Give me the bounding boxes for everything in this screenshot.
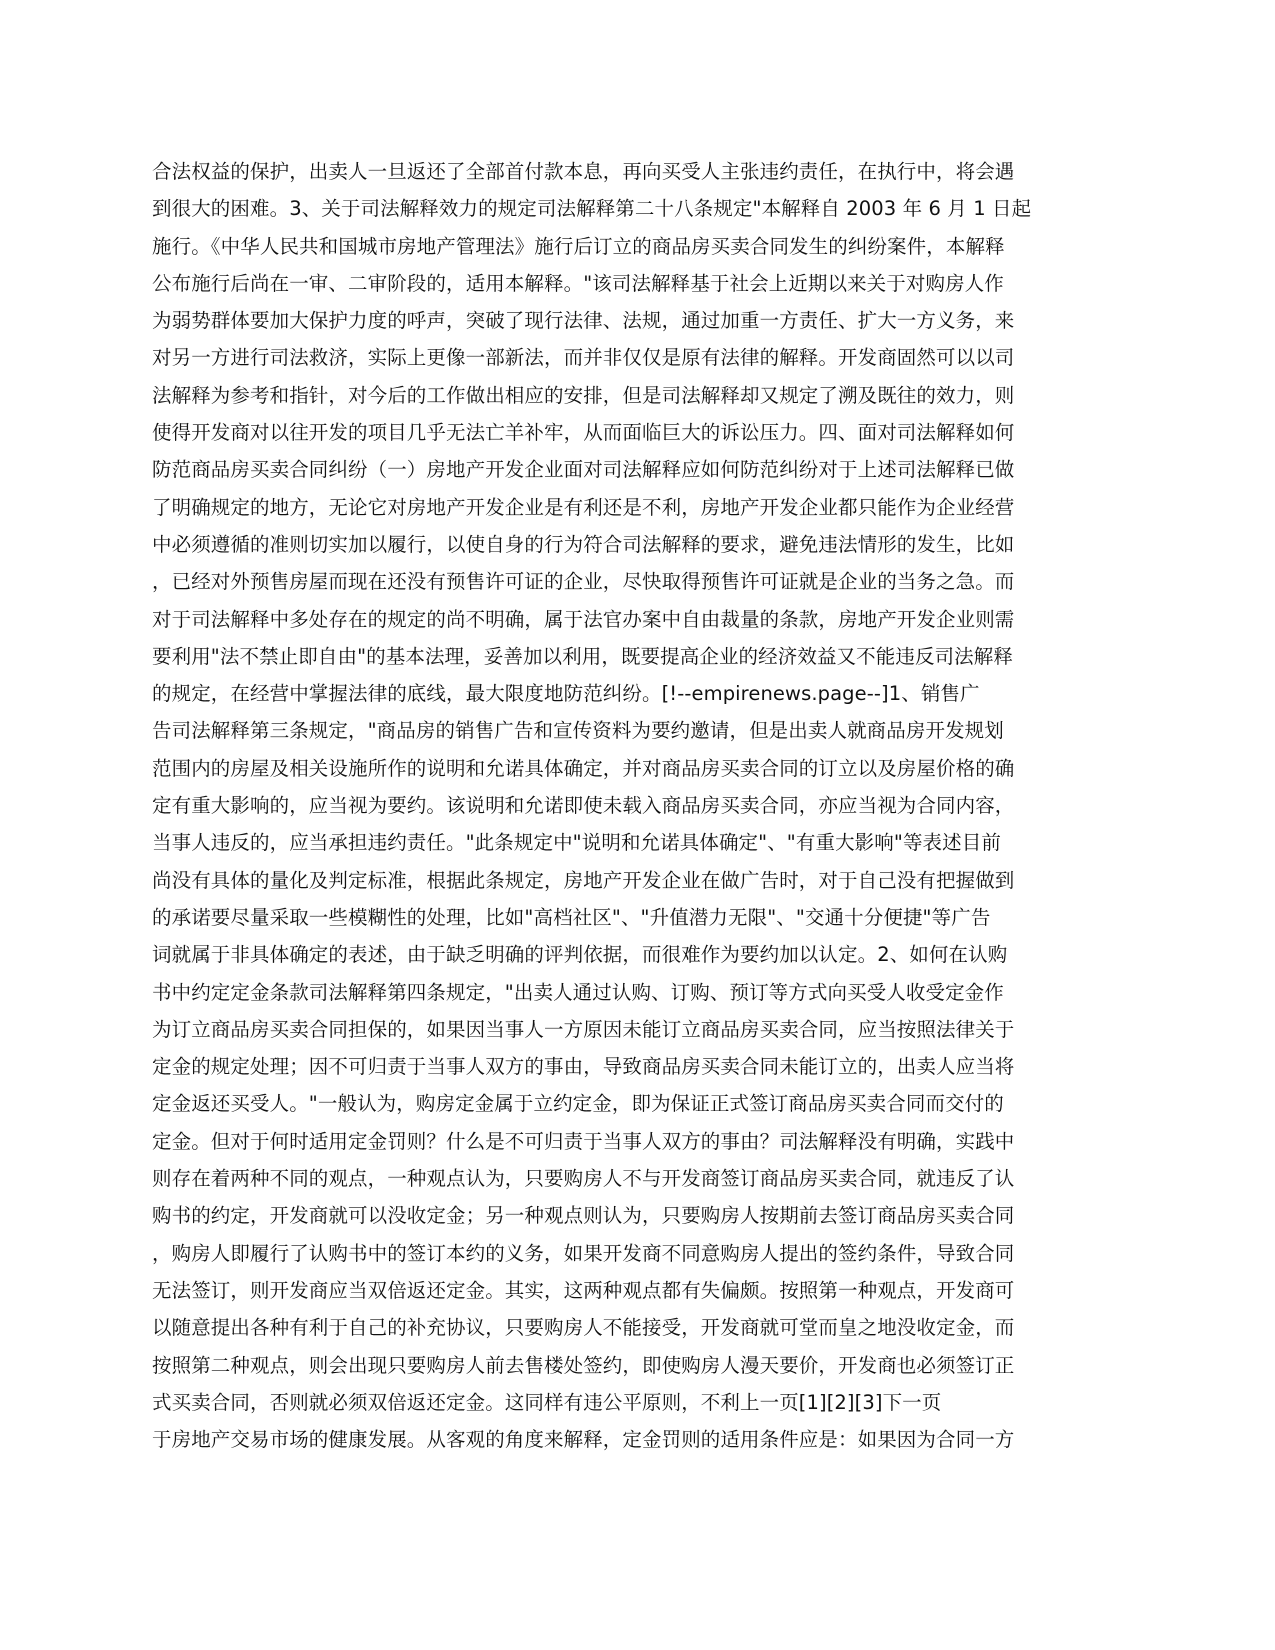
text-line-31: 无法签订，则开发商应当双倍返还定金。其实，这两种观点都有失偏颇。按照第一种观点，开发商可 [152,1278,1015,1302]
text-line-24: 为订立商品房买卖合同担保的，如果因当事人一方原因未能订立商品房买卖合同，应当按照法律关于 [152,1017,1015,1041]
text-line-4: 公布施行后尚在一审、二审阶段的，适用本解释。"该司法解释基于社会上近期以来关于对购房人作 [152,271,1004,295]
text-line-1: 合法权益的保护，出卖人一旦返还了全部首付款本息，再向买受人主张违约责任，在执行中，将会遇 [152,160,1015,183]
text-line-23: 书中约定定金条款司法解释第四条规定，"出卖人通过认购、订购、预订等方式向买受人收受定金作 [152,980,1004,1004]
text-line-8: 使得开发商对以往开发的项目几乎无法亡羊补牢，从而面临巨大的诉讼压力。四、面对司法解释如何 [152,421,1015,445]
text-line-32: 以随意提出各种有利于自己的补充协议，只要购房人不能接受，开发商就可堂而皇之地没收定金，而 [152,1316,1015,1340]
text-line-28: 则存在着两种不同的观点，一种观点认为，只要购房人不与开发商签订商品房买卖合同，就违反了认 [152,1167,1015,1191]
text-line-3: 施行。《中华人民共和国城市房地产管理法》施行后订立的商品房买卖合同发生的纠纷案件，本解释 [152,234,1005,258]
text-line-33: 按照第二种观点，则会出现只要购房人前去售楼处签约，即使购房人漫天要价，开发商也必须签订正 [152,1353,1015,1377]
text-line-27: 定金。但对于何时适用定金罚则？什么是不可归责于当事人双方的事由？司法解释没有明确，实践中 [152,1129,1015,1153]
text-line-35: 于房地产交易市场的健康发展。从客观的角度来解释，定金罚则的适用条件应是：如果因为合同一方 [152,1428,1015,1452]
text-line-14: 要利用"法不禁止即自由"的基本法理，妥善加以利用，既要提高企业的经济效益又不能违反司法解释 [152,644,1013,668]
text-line-19: 当事人违反的，应当承担违约责任。"此条规定中"说明和允诺具体确定"、"有重大影响"等表述目前 [152,831,1001,855]
text-line-13: 对于司法解释中多处存在的规定的尚不明确，属于法官办案中自由裁量的条款，房地产开发企业则需 [152,607,1015,631]
text-line-2: 到很大的困难。3、关于司法解释效力的规定司法解释第二十八条规定"本解释自 2003 年 6 月 1 日起 [152,197,1032,221]
text-line-11: 中必须遵循的准则切实加以履行，以使自身的行为符合司法解释的要求，避免违法情形的发生，比如 [152,532,1015,556]
text-line-6: 对另一方进行司法救济，实际上更像一部新法，而并非仅仅是原有法律的解释。开发商固然可以以司 [152,346,1015,370]
text-line-9: 防范商品房买卖合同纠纷（一）房地产开发企业面对司法解释应如何防范纠纷对于上述司法解释已做 [152,458,1015,482]
text-line-17: 范围内的房屋及相关设施所作的说明和允诺具体确定，并对商品房买卖合同的订立以及房屋价格的确 [152,756,1015,780]
text-line-16: 告司法解释第三条规定，"商品房的销售广告和宣传资料为要约邀请，但是出卖人就商品房开发规划 [152,719,1004,743]
text-line-12: ，已经对外预售房屋而现在还没有预售许可证的企业，尽快取得预售许可证就是企业的当务之急。而 [152,570,1015,594]
text-line-30: ，购房人即履行了认购书中的签订本约的义务，如果开发商不同意购房人提出的签约条件，导致合同 [152,1241,1015,1265]
text-line-20: 尚没有具体的量化及判定标准，根据此条规定，房地产开发企业在做广告时，对于自己没有把握做到 [152,868,1015,892]
text-line-26: 定金返还买受人。"一般认为，购房定金属于立约定金，即为保证正式签订商品房买卖合同而交付的 [152,1092,1004,1116]
text-line-7: 法解释为参考和指针，对今后的工作做出相应的安排，但是司法解释却又规定了溯及既往的效力，则 [152,383,1015,407]
text-line-18: 定有重大影响的，应当视为要约。该说明和允诺即使未载入商品房买卖合同，亦应当视为合同内容， [152,794,1015,818]
body-text [152,153,1120,1458]
text-line-15: 的规定，在经营中掌握法律的底线，最大限度地防范纠纷。[!--empirenews.page--]1、销售广 [152,682,980,706]
text-line-25: 定金的规定处理；因不可归责于当事人双方的事由，导致商品房买卖合同未能订立的，出卖人应当将 [152,1055,1015,1079]
text-line-21: 的承诺要尽量采取一些模糊性的处理，比如"高档社区"、"升值潜力无限"、"交通十分便捷"等广告 [152,905,991,929]
text-line-34-pagination: 式买卖合同，否则就必须双倍返还定金。这同样有违公平原则，不利上一页[1][2][3]下一页 [152,1390,942,1414]
text-line-10: 了明确规定的地方，无论它对房地产开发企业是有利还是不利，房地产开发企业都只能作为企业经营 [152,495,1015,519]
text-line-5: 为弱势群体要加大保护力度的呼声，突破了现行法律、法规，通过加重一方责任、扩大一方义务，来 [152,309,1015,333]
text-line-22: 词就属于非具体确定的表述，由于缺乏明确的评判依据，而很难作为要约加以认定。2、如何在认购 [152,943,1008,967]
text-line-29: 购书的约定，开发商就可以没收定金；另一种观点则认为，只要购房人按期前去签订商品房买卖合同 [152,1204,1015,1228]
